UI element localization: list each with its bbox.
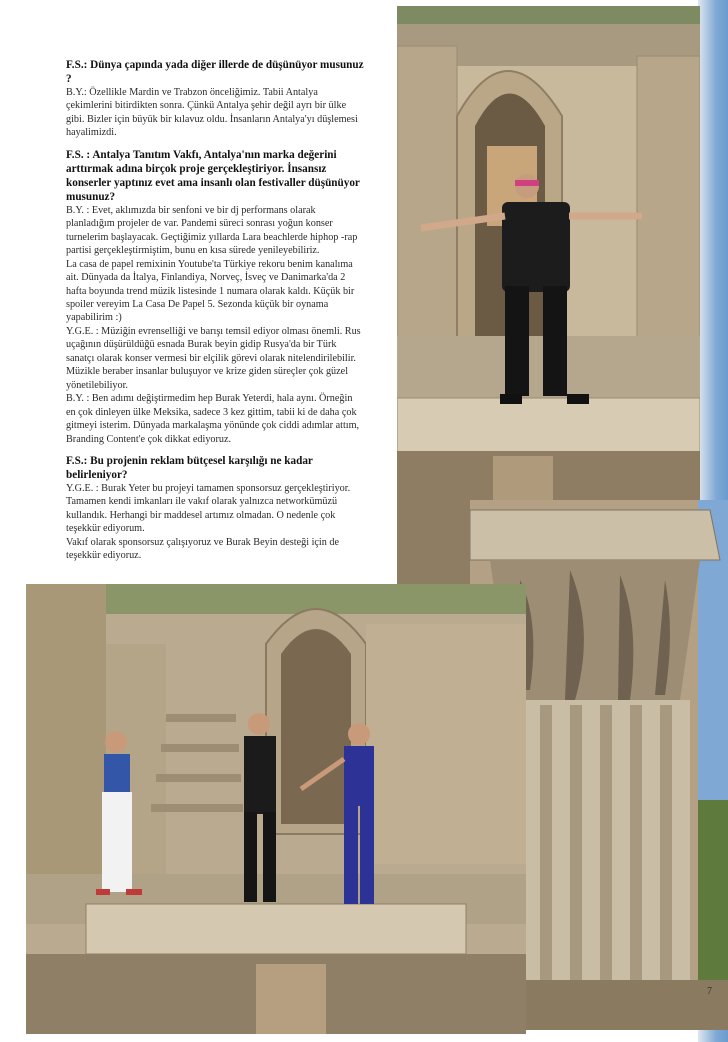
- page-number: 7: [707, 986, 712, 997]
- question-1: F.S.: Dünya çapında yada diğer illerde de düşünüyor musunuz ?: [66, 59, 364, 85]
- question-3: F.S.: Bu projenin reklam bütçesel karşılığı ne kadar belirleniyor?: [66, 454, 313, 481]
- answer-4: Y.G.E. : Müziğin evrenselliği ve barışı temsil ediyor olması önemli. Rus uçağının düşürüldüğü esnada Burak beyin gidip Rusya'da bir Türk sanatçı olarak konser vermesi bir elçilik görevi olarak nitelendirilebilir. Müzikle beraber insanlar buluşuyor ve krize giden süreçler çok güzel yönetilebiliyor.: [66, 325, 361, 391]
- answer-6: Y.G.E. : Burak Yeter bu projeyi tamamen sponsorsuz gerçekleştiriyor. Tamamen kendi imkanları ile vakıf olarak yalnızca networkümüzü kullandık. Herhangi bir maddesel artımız olmadan. O nedenle çok teşekkür ediyorum.: [66, 482, 351, 535]
- interview-article: [66, 58, 364, 563]
- answer-3: La casa de papel remixinin Youtube'ta Türkiye rekoru benim kanalıma ait. Dünyada da İtalya, Finlandiya, Norveç, İsveç ve Danimarka'da 2 hafta boyunda trend müzik listesinde 1 numara olarak kaldı. Küçük bir spoiler vereyim La Casa De Papel 5. Sezonda küçük bir oynama yapabilirim :): [66, 258, 355, 324]
- answer-5: B.Y. : Ben adımı değiştirmedim hep Burak Yeterdi, hala aynı. Örneğin en çok dinleyen ülke Meksika, sadece 3 kez gittim, tabii ki de daha çok gitmeyi isterim. Dünyada markalaşma yönünde çok ciddi adımlar attım, Branding Content'e çok dikkat ediyoruz.: [66, 393, 360, 445]
- answer-2: B.Y. : Evet, aklımızda bir senfoni ve bir dj performans olarak planladığım projeler de var. Pandemi süreci sonrası yoğun konser turnelerim başlayacak. Geçtiğimiz yıllarda Lara beachlerde hiphop -rap partisi gerçekleştirmiştim, bunu en kısa sürede yenileyebiliriz.: [66, 204, 358, 257]
- photo-three-people: [26, 584, 526, 1034]
- answer-7: Vakıf olarak sponsorsuz çalışıyoruz ve Burak Beyin desteği için de teşekkür ediyoruz.: [66, 536, 340, 562]
- answer-1: B.Y.: Özellikle Mardin ve Trabzon önceliğimiz. Tabii Antalya çekimlerini bitirdikten sonra. Çünkü Antalya şehir değil ayrı bir ülke gibi. Bizler için büyük bir kılavuz oldu. İnsanların Antalya'yı düşlemesi hayalimizdi.: [66, 87, 358, 139]
- photo-man-in-ruins: [397, 6, 700, 586]
- question-2: F.S. : Antalya Tanıtım Vakfı, Antalya'nın marka değerini arttırmak adına birçok proje gerçekleştiriyor. İnsansız konserler yaptınız evet ama insanlı olan festivaller düşünüyor musunuz?: [66, 148, 360, 203]
